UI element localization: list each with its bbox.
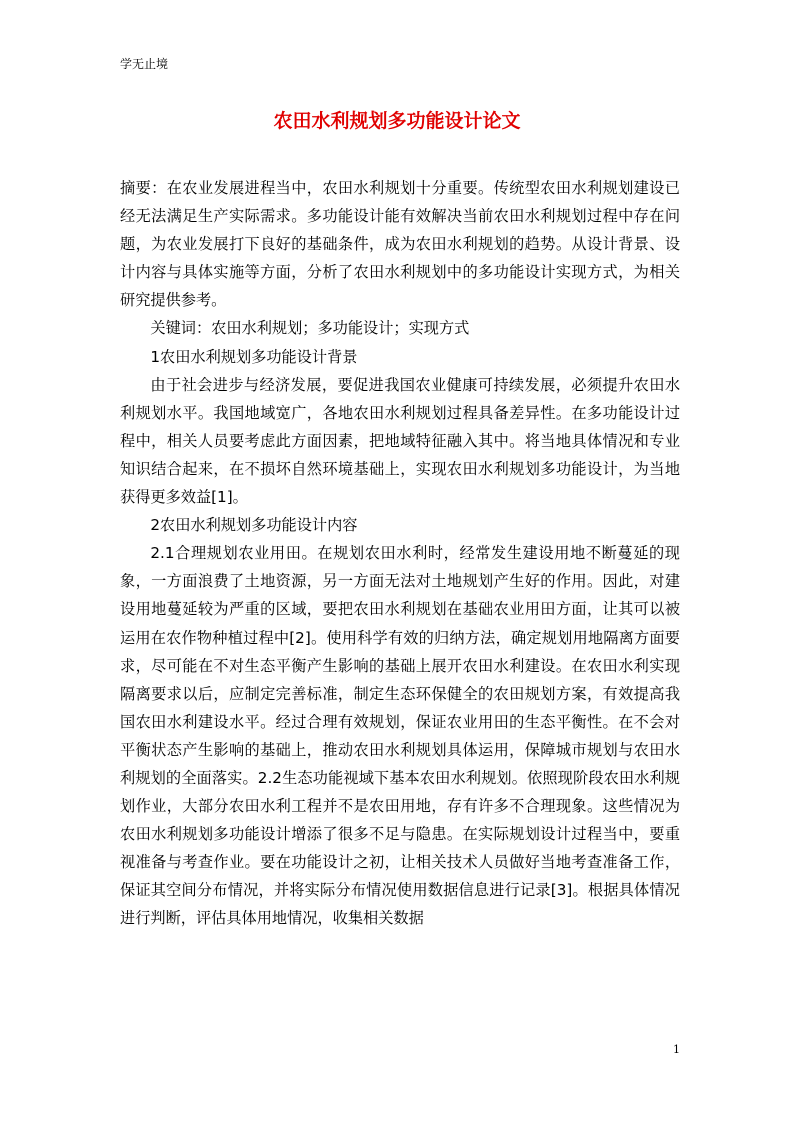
header-brand: 学无止境 xyxy=(120,57,169,71)
page-number: 1 xyxy=(673,1043,680,1056)
document-body xyxy=(120,174,680,933)
body-paragraph: 2.1合理规划农业用田。在规划农田水利时，经常发生建设用地不断蔓延的现象，一方面浪费了土地资源，另一方面无法对土地规划产生好的作用。因此，对建设用地蔓延较为严重的区域，要把农田水利规划在基础农业用田方面，让其可以被运用在农作物种植过程中[2]。使用科学有效的归纳方法，确定规划用地隔离方面要求，尽可能在不对生态平衡产生影响的基础上展开农田水利建设。在农田水利实现隔离要求以后，应制定完善标准，制定生态环保健全的农田规划方案，有效提高我国农田水利建设水平。经过合理有效规划，保证农业用田的生态平衡性。在不会对平衡状态产生影响的基础上，推动农田水利规划具体运用，保障城市规划与农田水利规划的全面落实。2.2生态功能视域下基本农田水利规划。依照现阶段农田水利规划作业，大部分农田水利工程并不是农田用地，存有许多不合理现象。这些情况为农田水利规划多功能设计增添了很多不足与隐患。在实际规划设计过程当中，要重视准备与考查作业。要在功能设计之初，让相关技术人员做好当地考查准备工作，保证其空间分布情况，并将实际分布情况使用数据信息进行记录[3]。根据具体情况进行判断，评估具体用地情况，收集相关数据 xyxy=(120,544,680,928)
abstract-paragraph: 摘要：在农业发展进程当中，农田水利规划十分重要。传统型农田水利规划建设已经无法满足生产实际需求。多功能设计能有效解决当前农田水利规划过程中存在问题，为农业发展打下良好的基础条件，成为农田水利规划的趋势。从设计背景、设计内容与具体实施等方面，分析了农田水利规划中的多功能设计实现方式，为相关研究提供参考。 xyxy=(120,179,680,310)
body-paragraph: 由于社会进步与经济发展，要促进我国农业健康可持续发展，必须提升农田水利规划水平。我国地域宽广，各地农田水利规划过程具备差异性。在多功能设计过程中，相关人员要考虑此方面因素，把地域特征融入其中。将当地具体情况和专业知识结合起来，在不损坏自然环境基础上，实现农田水利规划多功能设计，为当地获得更多效益[1]。 xyxy=(120,375,680,507)
keywords-paragraph: 关键词：农田水利规划；多功能设计；实现方式 xyxy=(150,319,470,338)
document-title: 农田水利规划多功能设计论文 xyxy=(273,110,521,132)
section-heading-1: 1农田水利规划多功能设计背景 xyxy=(150,347,358,366)
section-heading-2: 2农田水利规划多功能设计内容 xyxy=(150,516,358,535)
